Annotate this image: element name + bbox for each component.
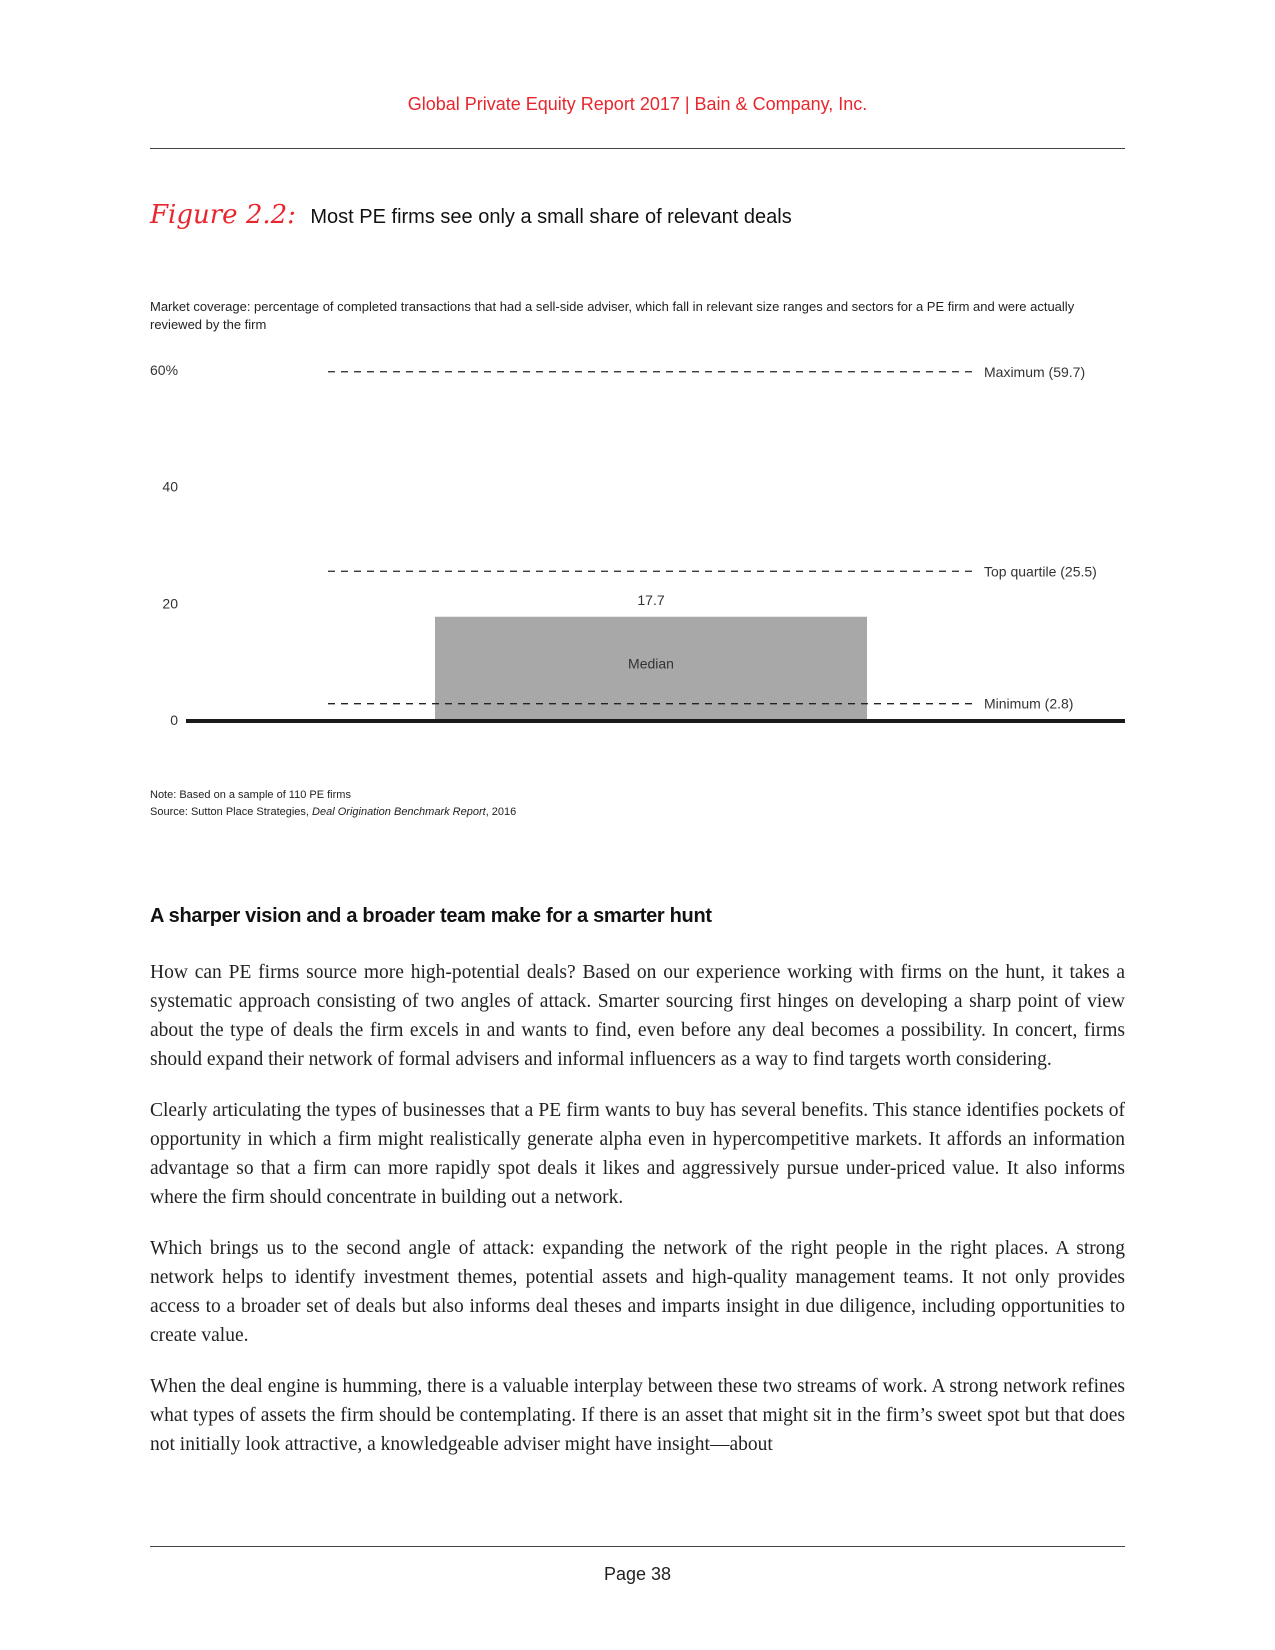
y-tick-label: 60% — [150, 362, 179, 378]
body-text — [150, 958, 1125, 1481]
y-tick-label: 40 — [162, 478, 178, 495]
body-paragraph-2: Clearly articulating the types of businesses that a PE firm wants to buy has several benefits. This stance identifies pockets of opportunity in which a firm might realistically generate alpha even in hypercompetitive markets. It affords an information advantage so that a firm can more rapidly spot deals it likes and aggressively pursue under-priced value. It also informs where the firm should concentrate in building out a network. — [150, 1100, 1125, 1208]
source-prefix: Source: Sutton Place Strategies, — [150, 806, 313, 818]
figure-label: Figure 2.2: — [150, 200, 296, 230]
figure-subtitle: Market coverage: percentage of completed transactions that had a sell-side adviser, which fall in relevant size ranges and sectors for a PE firm and were actually reviewed by the firm — [150, 299, 1075, 332]
bars — [435, 592, 867, 720]
ref-line-label: Minimum (2.8) — [984, 695, 1074, 712]
ref-line-label: Top quartile (25.5) — [984, 563, 1097, 580]
coverage-chart — [0, 0, 1275, 760]
y-axis-ticks — [150, 362, 178, 728]
note-text: Note: Based on a sample of 110 PE firms — [150, 789, 351, 801]
source-suffix: , 2016 — [485, 806, 517, 818]
body-paragraph-4: When the deal engine is humming, there is a valuable interplay between these two streams of work. A strong network refines what types of assets the firm should be contemplating. If there is an asset that might sit in the firm’s sweet spot but that does not initially look attractive, a knowledgeable adviser might have insight—about — [150, 1376, 1125, 1455]
body-paragraph-1: How can PE firms source more high-potential deals? Based on our experience working with firms on the hunt, it takes a systematic approach consisting of two angles of attack. Smarter sourcing first hinges on developing a sharp point of view about the type of deals the firm excels in and wants to find, even before any deal becomes a possibility. In concert, firms should expand their network of formal advisers and informal influencers as a way to find targets worth considering. — [150, 962, 1125, 1070]
source-text — [150, 804, 516, 821]
section-heading: A sharper vision and a broader team make for a smarter hunt — [150, 905, 712, 927]
bar-category-label: Median — [628, 655, 674, 672]
figure-notes — [150, 787, 516, 821]
figure-title: Most PE firms see only a small share of relevant deals — [310, 206, 792, 228]
footer-rule — [150, 1546, 1125, 1547]
y-tick-label: 0 — [170, 712, 178, 728]
source-title: Deal Origination Benchmark Report — [312, 806, 486, 818]
report-header: Global Private Equity Report 2017 | Bain & Company, Inc. — [407, 94, 868, 114]
ref-line-label: Maximum (59.7) — [984, 363, 1086, 380]
body-paragraph-3: Which brings us to the second angle of attack: expanding the network of the right people in the right places. A strong network helps to identify investment themes, potential assets and high-quality management teams. It not only provides access to a broader set of deals but also informs deal theses and imparts insight in due diligence, including opportunities to create value. — [150, 1238, 1125, 1346]
page-number: Page 38 — [603, 1564, 672, 1584]
bar-value-label: 17.7 — [637, 591, 665, 608]
y-tick-label: 20 — [162, 595, 178, 612]
